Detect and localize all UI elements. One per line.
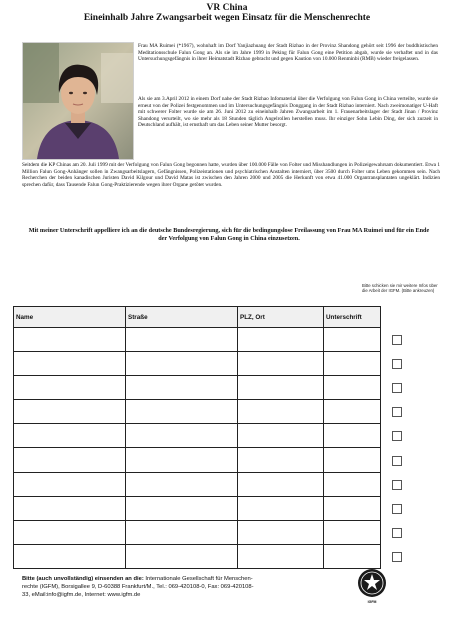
name-cell[interactable]	[14, 496, 126, 520]
portrait-photo-icon	[23, 43, 133, 159]
signature-row	[14, 496, 381, 520]
signature-cell[interactable]	[324, 376, 381, 400]
signature-cell[interactable]	[324, 544, 381, 568]
footer-line1: Internationale Gesellschaft für Menschen-	[143, 576, 253, 582]
background-paragraph: Seitdem die KP Chinas am 20. Juli 1999 mit der Verfolgung von Falun Gong begonnen hatte, wurden über 100.000 Fälle von Folter und Misshandlungen in Polizeigewahrsam dokumentiert. Etwa 1 Million Falun Gong-Anhänger sollen in Zwangsarbeitslagern, Gefängnissen, Polizeistationen und psychiatrischen Anstalten interniert, über 3500 durch Folter ums Leben gekommen sein. Nach Recherchen der beiden kanadischen Juristen David Kilgour und David Matas ist zwischen den Jahren 2000 und 2005 die Herkunft von etwa 41.000 Organtransplantaten ungeklärt. Indizien sprechen dafür, dass Tausende Falun Gong-Praktizierende wegen ihrer Organe getötet wurden.	[22, 162, 440, 188]
signature-row	[14, 472, 381, 496]
footer-address	[22, 576, 352, 599]
city-cell[interactable]	[238, 352, 324, 376]
signature-row	[14, 544, 381, 568]
city-cell[interactable]	[238, 472, 324, 496]
header-title: Eineinhalb Jahre Zwangsarbeit wegen Einsatz für die Menschenrechte	[83, 13, 371, 23]
signature-cell[interactable]	[324, 520, 381, 544]
name-cell[interactable]	[14, 520, 126, 544]
portrait-photo	[22, 42, 134, 160]
signature-row	[14, 328, 381, 352]
info-request-checkbox[interactable]	[392, 480, 402, 490]
street-cell[interactable]	[126, 472, 238, 496]
signature-table-header	[14, 307, 381, 328]
footer-lead: Bitte (auch unvollständig) einsenden an die:	[22, 576, 144, 582]
street-cell[interactable]	[126, 352, 238, 376]
name-cell[interactable]	[14, 424, 126, 448]
info-request-checkbox[interactable]	[392, 383, 402, 393]
street-cell[interactable]	[126, 544, 238, 568]
column-header-signature: Unterschrift	[324, 307, 381, 328]
signature-cell[interactable]	[324, 352, 381, 376]
info-request-checkbox[interactable]	[392, 407, 402, 417]
name-cell[interactable]	[14, 544, 126, 568]
signature-table	[13, 306, 381, 569]
column-header-name: Name	[14, 307, 126, 328]
street-cell[interactable]	[126, 424, 238, 448]
info-request-checkbox[interactable]	[392, 552, 402, 562]
signature-cell[interactable]	[324, 496, 381, 520]
info-request-checkbox[interactable]	[392, 431, 402, 441]
signature-row	[14, 400, 381, 424]
name-cell[interactable]	[14, 376, 126, 400]
signature-cell[interactable]	[324, 328, 381, 352]
column-header-street: Straße	[126, 307, 238, 328]
intro-paragraph: Frau MA Ruimei (*1967), wohnhaft im Dorf Yanjiazhuang der Stadt Rizhao in der Provinz Shandong gehört seit 1996 der buddhistischen Meditationsschule Falun Gong an. Als sie im Jahre 1999 in Peking für Falun Gong eine Petition abgab, wurde sie verhaftet und in das Untersuchungsgefängnis in ihrer Heimatstadt Rizhao gebracht und gegen Kaution von 10.000 Renminbi (RMB) wieder freigelassen.	[138, 43, 438, 63]
city-cell[interactable]	[238, 544, 324, 568]
footer-line3: 33, eMail:info@igfm.de, Internet: www.igfm.de	[22, 591, 141, 598]
appeal-statement: Mit meiner Unterschrift appelliere ich an die deutsche Bundesregierung, sich für die bedingungslose Freilassung von Frau MA Ruimei und für ein Ende der Verfolgung von Falun Gong in China einzusetzen.	[28, 227, 430, 242]
signature-row	[14, 376, 381, 400]
info-request-note: Bitte schicken sie mir weitere Infos über die Arbeit der IGFM. (Bitte ankreuzen)	[362, 283, 438, 294]
info-request-checkbox[interactable]	[392, 359, 402, 369]
signature-cell[interactable]	[324, 472, 381, 496]
city-cell[interactable]	[238, 496, 324, 520]
signature-row	[14, 448, 381, 472]
name-cell[interactable]	[14, 400, 126, 424]
city-cell[interactable]	[238, 400, 324, 424]
street-cell[interactable]	[126, 400, 238, 424]
street-cell[interactable]	[126, 328, 238, 352]
signature-table-body	[14, 328, 381, 569]
name-cell[interactable]	[14, 352, 126, 376]
info-request-checkbox[interactable]	[392, 456, 402, 466]
name-cell[interactable]	[14, 448, 126, 472]
column-header-city: PLZ, Ort	[238, 307, 324, 328]
city-cell[interactable]	[238, 376, 324, 400]
city-cell[interactable]	[238, 520, 324, 544]
arrest-paragraph: Als sie am 3.April 2012 in einem Dorf nahe der Stadt Rizhao Infomaterial über die Verfolgung von Falun Gong in China verteilte, wurde sie erneut von der Polizei festgenommen und im Untersuchungsgefängnis Donggang in der Stadt Rizhao interniert. Nach zweimonatiger U-Haft mit schwerer Folter wurde sie am 26. Juni 2012 zu eineinhalb Jahren Zwangsarbeit im 1. Frauenarbeitslager der Stadt Jinan / Provinz Shandong verurteilt, wo sie mehr als 18 Stunden täglich Angelrollen herstellen muss. Ihr einziger Sohn Lebin Ding, der sich zurzeit in Deutschland aufhält, ist ernsthaft um das Leben seiner Mutter besorgt.	[138, 96, 438, 129]
footer-line2: rechte (IGFM), Borsigallee 9, D-60388 Frankfurt/M., Tel.: 069-420108-0, Fax: 069-420108-	[22, 583, 254, 590]
signature-cell[interactable]	[324, 400, 381, 424]
street-cell[interactable]	[126, 376, 238, 400]
name-cell[interactable]	[14, 472, 126, 496]
street-cell[interactable]	[126, 448, 238, 472]
signature-row	[14, 520, 381, 544]
info-request-checkbox[interactable]	[392, 528, 402, 538]
street-cell[interactable]	[126, 496, 238, 520]
signature-cell[interactable]	[324, 424, 381, 448]
igfm-logo-icon	[357, 568, 387, 598]
info-request-checkbox[interactable]	[392, 504, 402, 514]
info-request-checkbox[interactable]	[392, 335, 402, 345]
city-cell[interactable]	[238, 448, 324, 472]
signature-row	[14, 352, 381, 376]
name-cell[interactable]	[14, 328, 126, 352]
city-cell[interactable]	[238, 424, 324, 448]
header-country: VR China	[206, 3, 248, 13]
logo-caption: IGFM	[367, 600, 377, 604]
city-cell[interactable]	[238, 328, 324, 352]
street-cell[interactable]	[126, 520, 238, 544]
signature-cell[interactable]	[324, 448, 381, 472]
signature-row	[14, 424, 381, 448]
